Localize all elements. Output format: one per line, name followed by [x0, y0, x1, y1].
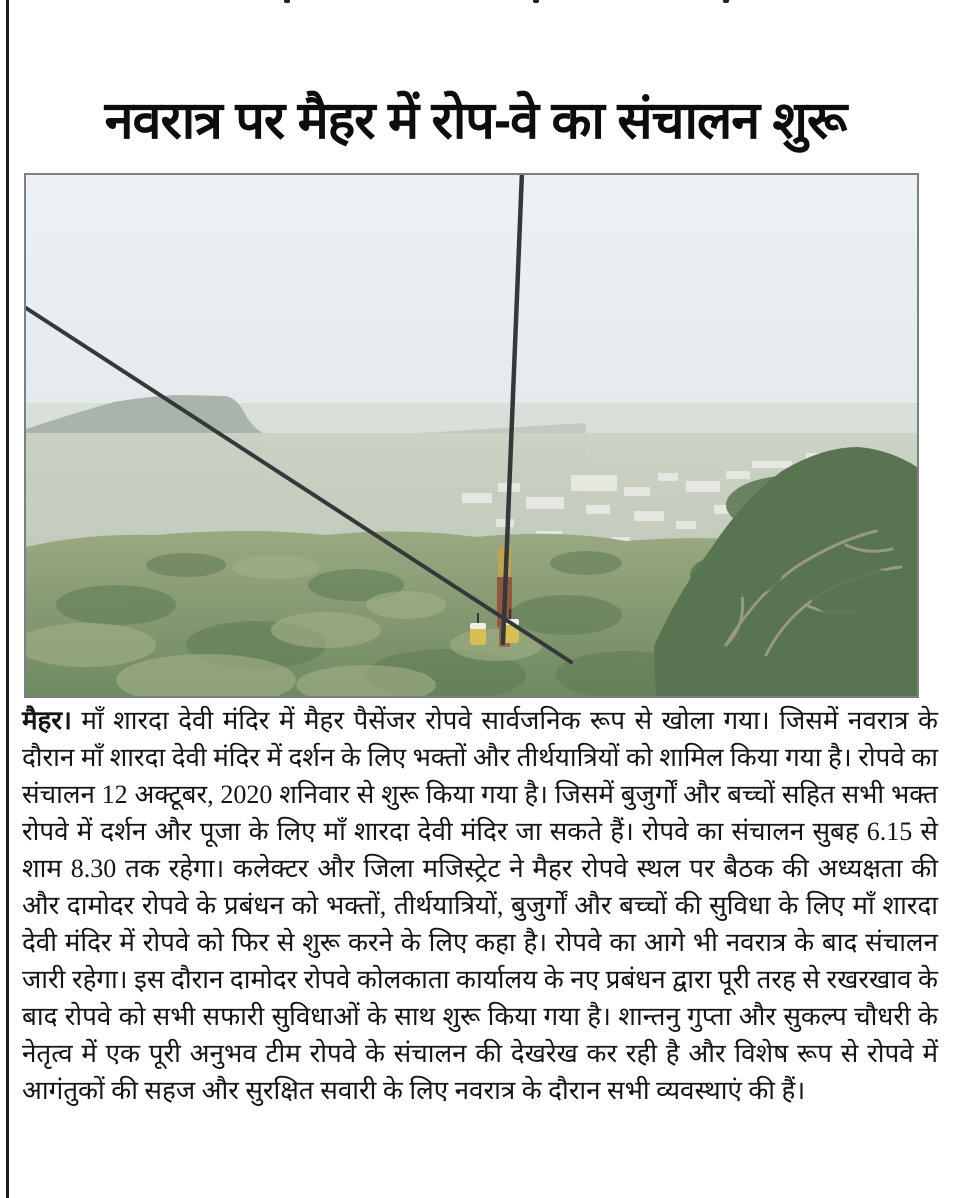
ropeway-photo-scene [26, 175, 917, 696]
article-headline: नवरात्र पर मैहर में रोप-वे का संचालन शुरू [104, 91, 847, 150]
ropeway-photo [24, 173, 919, 698]
body-text: माँ शारदा देवी मंदिर में मैहर पैसेंजर रोपवे सार्वजनिक रूप से खोला गया। जिसमें नवरात्र के दौरान माँ शारदा देवी मंदिर में दर्शन के लिए भक्तों और तीर्थयात्रियों को शामिल किया गया है। रोपवे का संचालन 12 अक्टूबर, 2020 शनिवार से शुरू किया गया है। जिसमें बुजुर्गों और बच्चों सहित सभी भक्त रोपवे में दर्शन और पूजा के लिए माँ शारदा देवी मंदिर जा सकते हैं। रोपवे का संचालन सुबह 6.15 से शाम 8.30 तक रहेगा। कलेक्टर और जिला मजिस्ट्रेट ने मैहर रोपवे स्थल पर बैठक की अध्यक्षता की और दामोदर रोपवे के प्रबंधन को भक्तों, तीर्थयात्रियों, बुजुर्गों और बच्चों की सुविधा के लिए माँ शारदा देवी मंदिर में रोपवे को फिर से शुरू करने के लिए कहा है। रोपवे का आगे भी नवरात्र के बाद संचालन जारी रहेगा। इस दौरान दामोदर रोपवे कोलकाता कार्यालय के नए प्रबंधन द्वारा पूरी तरह से रखरखाव के बाद रोपवे को सभी सफारी सुविधाओं के साथ शुरू किया गया है। शान्तनु गुप्ता और सुकल्प चौधरी के नेतृत्व में एक पूरी अनुभव टीम रोपवे के संचालन की देखरेख कर रही है और विशेष रूप से रोपवे में आगंतुकों की सहज और सुरक्षित सवारी के लिए नवरात्र के दौरान सभी व्यवस्थाएं की हैं। [22, 706, 938, 1105]
dateline: मैहर। [22, 706, 72, 735]
cropped-text-remnant [533, 0, 539, 3]
cropped-text-remnant [723, 0, 729, 3]
article-body [22, 702, 938, 1109]
column-rule [6, 0, 9, 1198]
cropped-text-remnant [284, 0, 290, 3]
